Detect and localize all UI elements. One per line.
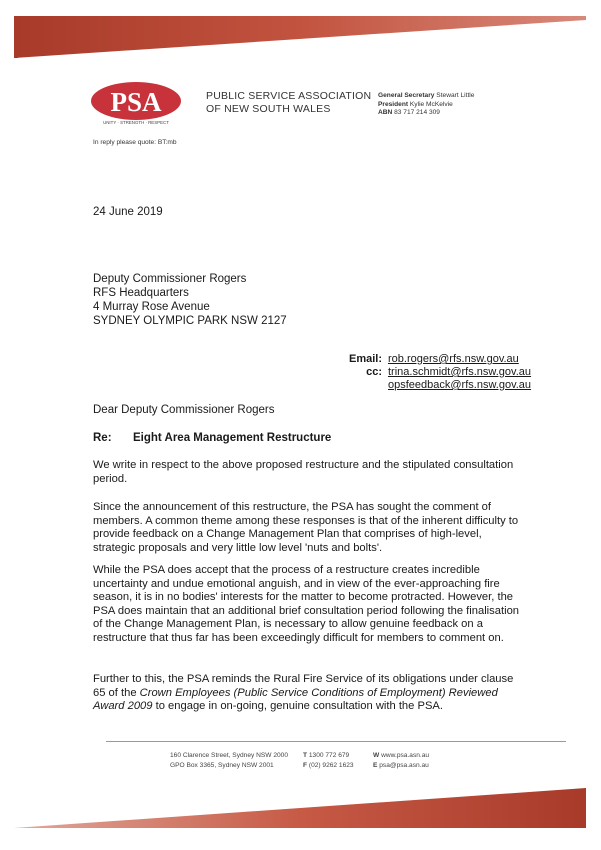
email-label: Email: (348, 353, 382, 365)
organisation-name (206, 90, 371, 116)
fax-label: F (303, 762, 308, 769)
address-line: Deputy Commissioner Rogers (93, 273, 247, 285)
abn-label: ABN (378, 109, 393, 116)
recipient-address (93, 272, 287, 328)
re-subject: Eight Area Management Restructure (133, 432, 332, 444)
email-footer-label: E (373, 762, 378, 769)
website-link[interactable]: www.psa.asn.au (381, 752, 430, 759)
president-label: President (378, 100, 409, 108)
p4-text-b: to engage in on-going, genuine consultation with the PSA. (152, 700, 443, 713)
reply-quote: In reply please quote: BT:mb (93, 139, 177, 146)
web-label: W (373, 752, 380, 759)
gen-sec-label: General Secretary (378, 92, 435, 99)
re-label: Re: (93, 432, 112, 444)
subject-line (93, 432, 331, 444)
footer-postal-address: GPO Box 3365, Sydney NSW 2001 (170, 762, 274, 769)
letter-date: 24 June 2019 (93, 206, 163, 218)
footer-web-email (373, 751, 429, 771)
president-name: Kylie McKelvie (409, 100, 453, 108)
p4-text-a: Further to this, the PSA reminds the Rural Fire Service of its obligations under clause 65 of the (93, 673, 514, 699)
body-paragraph-2: Since the announcement of this restructure, the PSA has sought the comment of members. A common theme among these responses is that of the inherent difficulty to provide feedback on a Change Management Plan that comprises of high-level, strategic proposals and very little low level 'nuts and bolts'. (93, 501, 519, 554)
body-paragraph-4 (93, 673, 523, 714)
email-link[interactable]: rob.rogers@rfs.nsw.gov.au (388, 353, 519, 365)
phone-number: 1300 772 679 (308, 752, 350, 759)
cc-email-link[interactable]: trina.schmidt@rfs.nsw.gov.au (388, 366, 532, 378)
phone-label: T (303, 752, 308, 759)
body-paragraph-3: While the PSA does accept that the process of a restructure creates incredible uncertainty and undue emotional anguish, and in view of the ever-approaching fire season, it is in no bodies' interests for the matter to become protracted. However, the PSA does maintain that an additional brief consultation period following the finalisation of the Change Management Plan, is necessary to allow genuine feedback on a restructure that thus far has been exceedingly difficult for members to comment on. (93, 564, 520, 644)
email-block (340, 353, 531, 392)
address-line: SYDNEY OLYMPIC PARK NSW 2127 (93, 315, 287, 327)
footer-phone-fax (303, 751, 354, 771)
address-line: RFS Headquarters (93, 287, 189, 299)
logo-tagline: UNITY · STRENGTH · RESPECT (103, 120, 169, 125)
cc-label: cc: (366, 366, 382, 378)
cc-email-link[interactable]: opsfeedback@rfs.nsw.gov.au (388, 379, 532, 391)
footer-street-address: 160 Clarence Street, Sydney NSW 2000 (170, 752, 289, 759)
gen-sec-name: Stewart Little (436, 92, 475, 99)
abn-value: 83 717 214 309 (394, 109, 440, 116)
org-line-2: OF NEW SOUTH WALES (206, 103, 331, 115)
fax-number: (02) 9262 1623 (308, 762, 354, 769)
org-line-1: PUBLIC SERVICE ASSOCIATION (206, 90, 372, 102)
footer-divider (106, 741, 566, 742)
footer-email-link[interactable]: psa@psa.asn.au (379, 762, 429, 769)
bottom-red-band (0, 784, 601, 850)
top-red-band (0, 0, 601, 62)
psa-logo (88, 80, 184, 126)
award-name: Crown Employees (Public Service Conditions of Employment) Reviewed Award 2009 (93, 686, 498, 713)
salutation: Dear Deputy Commissioner Rogers (93, 404, 275, 416)
body-paragraph-1: We write in respect to the above proposed restructure and the stipulated consultation period. (93, 459, 514, 485)
footer-addresses (170, 751, 288, 771)
officers-block (378, 92, 474, 118)
address-line: 4 Murray Rose Avenue (93, 301, 210, 313)
logo-text: PSA (110, 87, 162, 117)
